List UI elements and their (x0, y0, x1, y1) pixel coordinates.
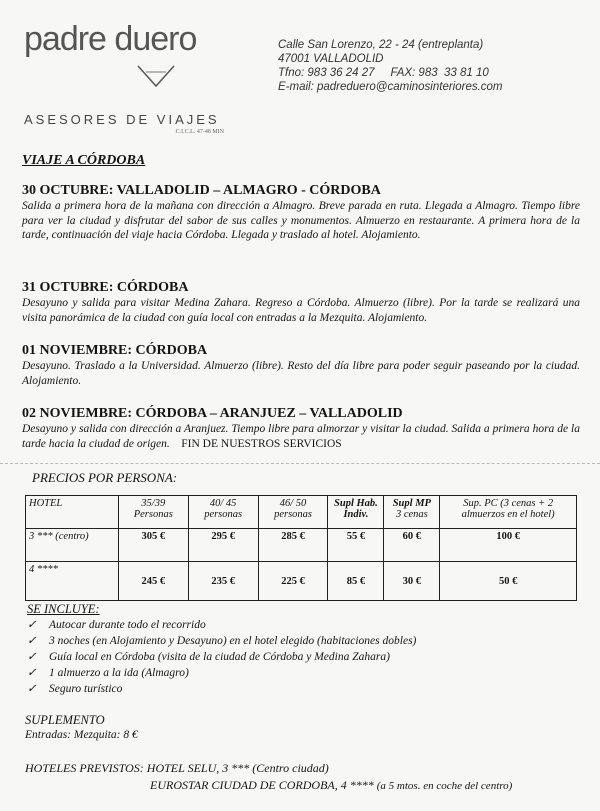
itinerary-day (22, 406, 580, 451)
price-cell: 30 € (384, 562, 440, 601)
day-title: 30 OCTUBRE: VALLADOLID – ALMAGRO - CÓRDOBA (22, 183, 381, 198)
trip-title: VIAJE A CÓRDOBA (22, 153, 146, 168)
check-icon: ✓ (27, 635, 37, 647)
day-description: Desayuno y salida para visitar Medina Zahara. Regreso a Córdoba. Almuerzo (libre). Por la tarde se realizará una visita panorámica de la ciudad con guía local con entradas a la Mezquita. Alojamiento. (22, 297, 580, 324)
price-cell: 85 € (328, 562, 384, 601)
includes-list (27, 617, 416, 697)
table-header-cell: Sup. PC (3 cenas + 2 almuerzos en el hotel) (440, 496, 577, 529)
logo-subtitle: ASESORES DE VIAJES (24, 112, 220, 127)
day-title: 02 NOVIEMBRE: CÓRDOBA – ARANJUEZ – VALLADOLID (22, 406, 403, 421)
hotel-name: EUROSTAR CIUDAD DE CORDOBA, 4 **** (150, 778, 374, 792)
price-cell: 295 € (188, 529, 258, 562)
table-header-cell: 40/ 45 personas (188, 496, 258, 529)
hotel-cell: 4 **** (26, 562, 119, 601)
company-address (278, 38, 503, 94)
hotel-name: HOTEL SELU, 3 *** (Centro ciudad) (146, 761, 329, 775)
itinerary-day (22, 343, 580, 388)
hotel-note: (a 5 mtos. en coche del centro) (376, 780, 513, 792)
list-item: ✓ Seguro turístico (27, 683, 123, 695)
price-cell: 50 € (440, 562, 577, 601)
supplement-text: Entradas: Mezquita: 8 € (25, 729, 138, 741)
day-description-text: Desayuno y salida con dirección a Aranjuez. Tiempo libre para almorzar y visitar la ciudad. Salida a primera hora de la tarde hacia la ciudad de origen. (22, 423, 580, 450)
itinerary-day (22, 280, 580, 325)
day-title: 31 OCTUBRE: CÓRDOBA (22, 280, 189, 295)
company-logo (24, 20, 224, 135)
itinerary-day (22, 183, 580, 243)
hotel-cell: 3 *** (centro) (26, 529, 119, 562)
prices-title: PRECIOS POR PERSONA: (32, 470, 178, 485)
table-header-cell: Supl MP 3 cenas (384, 496, 440, 529)
table-header-row (26, 496, 577, 529)
divider (0, 463, 600, 464)
address-line: Calle San Lorenzo, 22 - 24 (entreplanta) (278, 39, 484, 51)
check-icon: ✓ (27, 667, 37, 679)
list-item: ✓ 1 almuerzo a la ida (Almagro) (27, 667, 189, 679)
price-cell: 100 € (440, 529, 577, 562)
address-line: 47001 VALLADOLID (278, 53, 384, 65)
price-cell: 225 € (258, 562, 328, 601)
table-row (26, 529, 577, 562)
price-cell: 55 € (328, 529, 384, 562)
list-item: ✓ 3 noches (en Alojamiento y Desayuno) en el hotel elegido (habitaciones dobles) (27, 635, 417, 647)
check-icon: ✓ (27, 683, 37, 695)
table-header-cell: Supl Hab. Indiv. (328, 496, 384, 529)
hotels-label: HOTELES PREVISTOS: (25, 761, 144, 775)
logo-title: padre duero (24, 20, 197, 58)
day-title: 01 NOVIEMBRE: CÓRDOBA (22, 343, 208, 358)
list-item: ✓ Guía local en Córdoba (visita de la ciudad de Córdoba y Medina Zahara) (27, 651, 390, 663)
table-header-cell: HOTEL (26, 496, 119, 529)
price-cell: 245 € (118, 562, 188, 601)
check-icon: ✓ (27, 651, 37, 663)
list-item: ✓ Autocar durante todo el recorrido (27, 619, 206, 631)
address-phone: Tfno: 983 36 24 27 FAX: 983 33 81 10 (278, 67, 489, 79)
price-cell: 235 € (188, 562, 258, 601)
table-header-cell: 46/ 50 personas (258, 496, 328, 529)
day-description: Desayuno. Traslado a la Universidad. Almuerzo (libre). Resto del día libre para poder seguir paseando por la ciudad. Alojamiento. (22, 360, 580, 387)
table-header-cell: 35/39 Personas (118, 496, 188, 529)
end-of-services: FIN DE NUESTROS SERVICIOS (181, 437, 342, 450)
logo-registration: C.I.C.L. 47-48 MIN (175, 129, 224, 135)
table-row (26, 562, 577, 601)
price-cell: 305 € (118, 529, 188, 562)
planned-hotels (25, 760, 512, 795)
includes-title: SE INCLUYE: (27, 602, 100, 616)
logo-mark-icon (136, 62, 176, 90)
address-email: E-mail: padreduero@caminosinteriores.com (278, 81, 503, 93)
prices-table (25, 495, 577, 601)
supplement-title: SUPLEMENTO (25, 713, 105, 727)
day-description: Salida a primera hora de la mañana con dirección a Almagro. Breve parada en ruta. Llegada a Almagro. Tiempo libre para ver la ciudad y disfrutar del sabor de sus calles y monumentos. Almuerzo en restaurante. A primera hora de la tarde, continuación del viaje hacia Córdoba. Llegada y traslado al hotel. Alojamiento. (22, 200, 580, 241)
price-cell: 60 € (384, 529, 440, 562)
day-description (22, 422, 580, 451)
check-icon: ✓ (27, 619, 37, 631)
price-cell: 285 € (258, 529, 328, 562)
